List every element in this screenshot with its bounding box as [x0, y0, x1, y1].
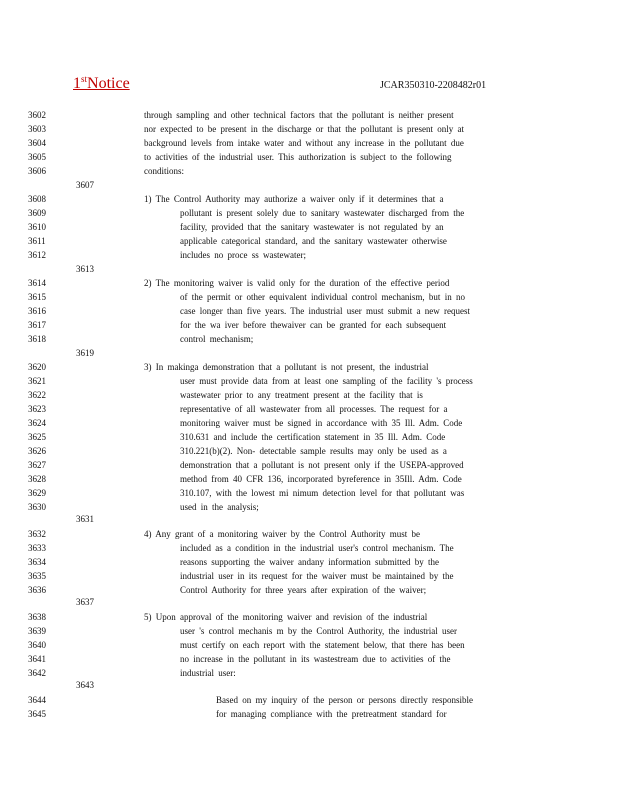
line-number: 3637 [76, 597, 94, 607]
line-number: 3602 [28, 110, 46, 120]
text-line: to activities of the industrial user. This authorization is subject to the following [144, 152, 452, 162]
line-number: 3639 [28, 626, 46, 636]
line-number: 3643 [76, 680, 94, 690]
line-number: 3624 [28, 418, 46, 428]
text-line: of the permit or other equivalent individual control mechanism, but in no [180, 292, 465, 302]
text-line: user 's control mechanis m by the Control Authority, the industrial user [180, 626, 457, 636]
text-line: user must provide data from at least one sampling of the facility 's process [180, 376, 473, 386]
line-number: 3630 [28, 502, 46, 512]
line-number: 3644 [28, 695, 46, 705]
text-line: includes no proce ss wastewater; [180, 250, 306, 260]
line-number: 3623 [28, 404, 46, 414]
line-number: 3611 [28, 236, 46, 246]
line-number: 3614 [28, 278, 46, 288]
text-line: applicable categorical standard, and the sanitary wastewater otherwise [180, 236, 447, 246]
text-line: monitoring waiver must be signed in accordance with 35 Ill. Adm. Code [180, 418, 463, 428]
text-line: Based on my inquiry of the person or persons directly responsible [216, 695, 473, 705]
text-line: conditions: [144, 166, 184, 176]
text-line: control mechanism; [180, 334, 254, 344]
line-number: 3636 [28, 585, 46, 595]
line-number: 3612 [28, 250, 46, 260]
line-number: 3625 [28, 432, 46, 442]
text-line: 310.107, with the lowest mi nimum detection level for that pollutant was [180, 488, 465, 498]
text-line: no increase in the pollutant in its wastestream due to activities of the [180, 654, 451, 664]
text-line: industrial user: [180, 668, 236, 678]
text-line: background levels from intake water and without any increase in the pollutant due [144, 138, 464, 148]
line-number: 3613 [76, 264, 94, 274]
line-number: 3628 [28, 474, 46, 484]
line-number: 3627 [28, 460, 46, 470]
line-number: 3634 [28, 557, 46, 567]
line-number: 3620 [28, 362, 46, 372]
notice-number: 1 [73, 75, 81, 92]
line-number: 3621 [28, 376, 46, 386]
line-number: 3622 [28, 390, 46, 400]
notice-label [73, 74, 144, 93]
document-id: JCAR350310-2208482r01 [380, 80, 487, 91]
line-number: 3618 [28, 334, 46, 344]
line-number: 3645 [28, 709, 46, 719]
text-line: pollutant is present solely due to sanitary wastewater discharged from the [180, 208, 465, 218]
line-number: 3607 [76, 180, 94, 190]
line-number: 3608 [28, 194, 46, 204]
text-line: included as a condition in the industrial user's control mechanism. The [180, 543, 454, 553]
line-number: 3603 [28, 124, 46, 134]
text-line: for the wa iver before thewaiver can be granted for each subsequent [180, 320, 447, 330]
line-number: 3604 [28, 138, 46, 148]
line-number: 3641 [28, 654, 46, 664]
text-line: case longer than five years. The industrial user must submit a new request [180, 306, 471, 316]
text-line: nor expected to be present in the discharge or that the pollutant is present only at [144, 124, 464, 134]
text-line: Control Authority for three years after expiration of the waiver; [180, 585, 427, 595]
text-line: 3) In makinga demonstration that a pollutant is not present, the industrial [144, 362, 429, 372]
text-line: method from 40 CFR 136, incorporated byreference in 35Ill. Adm. Code [180, 474, 462, 484]
line-number: 3640 [28, 640, 46, 650]
text-line: representative of all wastewater from all processes. The request for a [180, 404, 448, 414]
line-number: 3609 [28, 208, 46, 218]
line-number: 3605 [28, 152, 46, 162]
line-number: 3616 [28, 306, 46, 316]
line-number: 3631 [76, 514, 94, 524]
line-number: 3619 [76, 348, 94, 358]
text-line: demonstration that a pollutant is not present only if the USEPA-approved [180, 460, 464, 470]
text-line: reasons supporting the waiver andany information submitted by the [180, 557, 439, 567]
text-line: 4) Any grant of a monitoring waiver by the Control Authority must be [144, 529, 420, 539]
notice-word: Notice [87, 75, 130, 92]
text-line: for managing compliance with the pretreatment standard for [216, 709, 447, 719]
line-number: 3633 [28, 543, 46, 553]
text-line: must certify on each report with the statement below, that there has been [180, 640, 465, 650]
text-line: 1) The Control Authority may authorize a waiver only if it determines that a [144, 194, 444, 204]
text-line: through sampling and other technical factors that the pollutant is neither present [144, 110, 454, 120]
line-number: 3632 [28, 529, 46, 539]
text-line: 310.631 and include the certification statement in 35 Ill. Adm. Code [180, 432, 446, 442]
text-line: industrial user in its request for the waiver must be maintained by the [180, 571, 454, 581]
line-number: 3610 [28, 222, 46, 232]
text-line: 310.221(b)(2). Non- detectable sample results may only be used as a [180, 446, 447, 456]
line-number: 3629 [28, 488, 46, 498]
text-line: 5) Upon approval of the monitoring waiver and revision of the industrial [144, 612, 428, 622]
text-line: wastewater prior to any treatment present at the facility that is [180, 390, 423, 400]
line-number: 3615 [28, 292, 46, 302]
notice-ordinal-suffix: st [81, 74, 88, 84]
text-line: facility, provided that the sanitary wastewater is not regulated by an [180, 222, 444, 232]
text-line: used in the analysis; [180, 502, 259, 512]
text-line: 2) The monitoring waiver is valid only for the duration of the effective period [144, 278, 450, 288]
line-number: 3642 [28, 668, 46, 678]
line-number: 3626 [28, 446, 46, 456]
line-number: 3635 [28, 571, 46, 581]
line-number: 3638 [28, 612, 46, 622]
line-number: 3617 [28, 320, 46, 330]
line-number: 3606 [28, 166, 46, 176]
